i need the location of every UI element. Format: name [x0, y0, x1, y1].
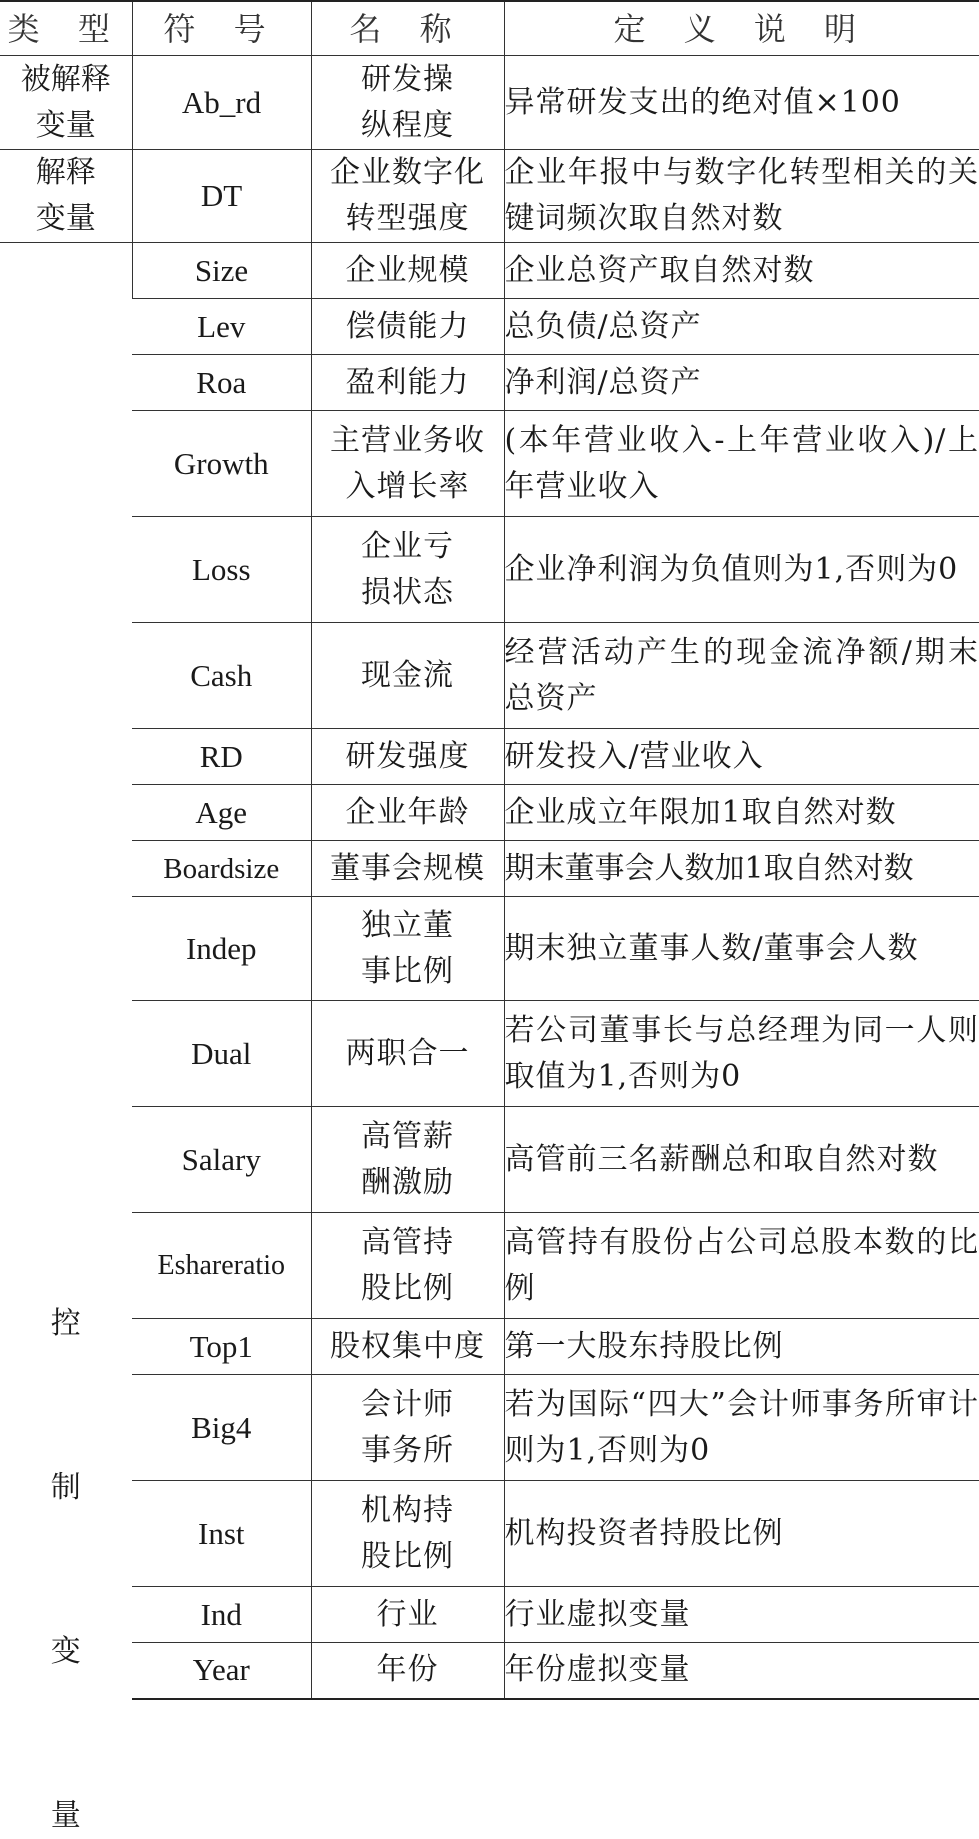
table-row	[0, 729, 979, 785]
definition-cell: 年份虚拟变量	[504, 1643, 979, 1699]
header-symbol: 符 号	[132, 1, 311, 56]
table-row	[0, 1375, 979, 1481]
definition-cell: 企业总资产取自然对数	[504, 243, 979, 299]
symbol-cell: Ind	[132, 1587, 311, 1643]
table-row	[0, 411, 979, 517]
definition-cell: (本年营业收入-上年营业收入)/上年营业收入	[504, 411, 979, 517]
table-row	[0, 1643, 979, 1699]
symbol-cell: Lev	[132, 299, 311, 355]
type-explanatory: 解释变量	[0, 150, 132, 243]
definition-cell: 高管前三名薪酬总和取自然对数	[504, 1107, 979, 1213]
table-header-row	[0, 1, 979, 56]
definition-cell: 机构投资者持股比例	[504, 1481, 979, 1587]
table-row	[0, 56, 979, 150]
definition-cell: 净利润/总资产	[504, 355, 979, 411]
definition-cell: 若公司董事长与总经理为同一人则取值为1,否则为0	[504, 1001, 979, 1107]
symbol-cell: Inst	[132, 1481, 311, 1587]
name-cell: 两职合一	[311, 1001, 504, 1107]
symbol-cell: Loss	[132, 517, 311, 623]
table-row	[0, 1481, 979, 1587]
symbol-cell: Cash	[132, 623, 311, 729]
symbol-cell: Salary	[132, 1107, 311, 1213]
table-row	[0, 841, 979, 897]
name-cell: 研发操纵程度	[311, 56, 504, 150]
symbol-cell: Top1	[132, 1319, 311, 1375]
table-row	[0, 150, 979, 243]
definition-cell: 企业净利润为负值则为1,否则为0	[504, 517, 979, 623]
table-row	[0, 517, 979, 623]
name-cell: 企业年龄	[311, 785, 504, 841]
definition-cell: 总负债/总资产	[504, 299, 979, 355]
definition-cell: 高管持有股份占公司总股本数的比例	[504, 1213, 979, 1319]
control-char-1: 控	[50, 1305, 81, 1341]
table-row	[0, 1319, 979, 1375]
definition-cell: 经营活动产生的现金流净额/期末总资产	[504, 623, 979, 729]
control-char-2: 制	[50, 1469, 81, 1505]
symbol-cell: Big4	[132, 1375, 311, 1481]
name-cell: 企业亏损状态	[311, 517, 504, 623]
name-cell: 会计师事务所	[311, 1375, 504, 1481]
symbol-cell: Year	[132, 1643, 311, 1699]
table-row	[0, 785, 979, 841]
table-row	[0, 623, 979, 729]
name-cell: 高管持股比例	[311, 1213, 504, 1319]
symbol-cell: Size	[132, 243, 311, 299]
symbol-cell: DT	[132, 150, 311, 243]
table-row	[0, 355, 979, 411]
definition-cell: 企业成立年限加1取自然对数	[504, 785, 979, 841]
symbol-cell: Ab_rd	[132, 56, 311, 150]
name-cell: 偿债能力	[311, 299, 504, 355]
symbol-cell: Roa	[132, 355, 311, 411]
symbol-cell: Growth	[132, 411, 311, 517]
name-cell: 研发强度	[311, 729, 504, 785]
name-cell: 盈利能力	[311, 355, 504, 411]
symbol-cell: RD	[132, 729, 311, 785]
table-row	[0, 1213, 979, 1319]
header-definition: 定 义 说 明	[504, 1, 979, 56]
definition-cell: 异常研发支出的绝对值×100	[504, 56, 979, 150]
symbol-cell: Age	[132, 785, 311, 841]
control-char-3: 变	[50, 1633, 81, 1669]
name-cell: 企业数字化转型强度	[311, 150, 504, 243]
name-cell: 独立董事比例	[311, 897, 504, 1001]
table-row	[0, 243, 979, 299]
definition-cell: 企业年报中与数字化转型相关的关键词频次取自然对数	[504, 150, 979, 243]
symbol-cell: Eshareratio	[132, 1213, 311, 1319]
definition-cell: 行业虚拟变量	[504, 1587, 979, 1643]
control-char-4: 量	[50, 1797, 81, 1833]
table-row	[0, 1587, 979, 1643]
symbol-cell: Boardsize	[132, 841, 311, 897]
table-row	[0, 1107, 979, 1213]
definition-cell: 第一大股东持股比例	[504, 1319, 979, 1375]
definition-cell: 期末独立董事人数/董事会人数	[504, 897, 979, 1001]
name-cell: 企业规模	[311, 243, 504, 299]
name-cell: 年份	[311, 1643, 504, 1699]
definition-cell: 研发投入/营业收入	[504, 729, 979, 785]
name-cell: 董事会规模	[311, 841, 504, 897]
symbol-cell: Dual	[132, 1001, 311, 1107]
type-control	[0, 243, 132, 1833]
name-cell: 行业	[311, 1587, 504, 1643]
table-row	[0, 897, 979, 1001]
type-dependent: 被解释变量	[0, 56, 132, 150]
definition-cell: 期末董事会人数加1取自然对数	[504, 841, 979, 897]
name-cell: 现金流	[311, 623, 504, 729]
name-cell: 高管薪酬激励	[311, 1107, 504, 1213]
name-cell: 机构持股比例	[311, 1481, 504, 1587]
name-cell: 主营业务收入增长率	[311, 411, 504, 517]
table-row	[0, 299, 979, 355]
header-type: 类 型	[0, 1, 132, 56]
definition-cell: 若为国际“四大”会计师事务所审计则为1,否则为0	[504, 1375, 979, 1481]
header-name: 名 称	[311, 1, 504, 56]
table-row	[0, 1001, 979, 1107]
name-cell: 股权集中度	[311, 1319, 504, 1375]
symbol-cell: Indep	[132, 897, 311, 1001]
